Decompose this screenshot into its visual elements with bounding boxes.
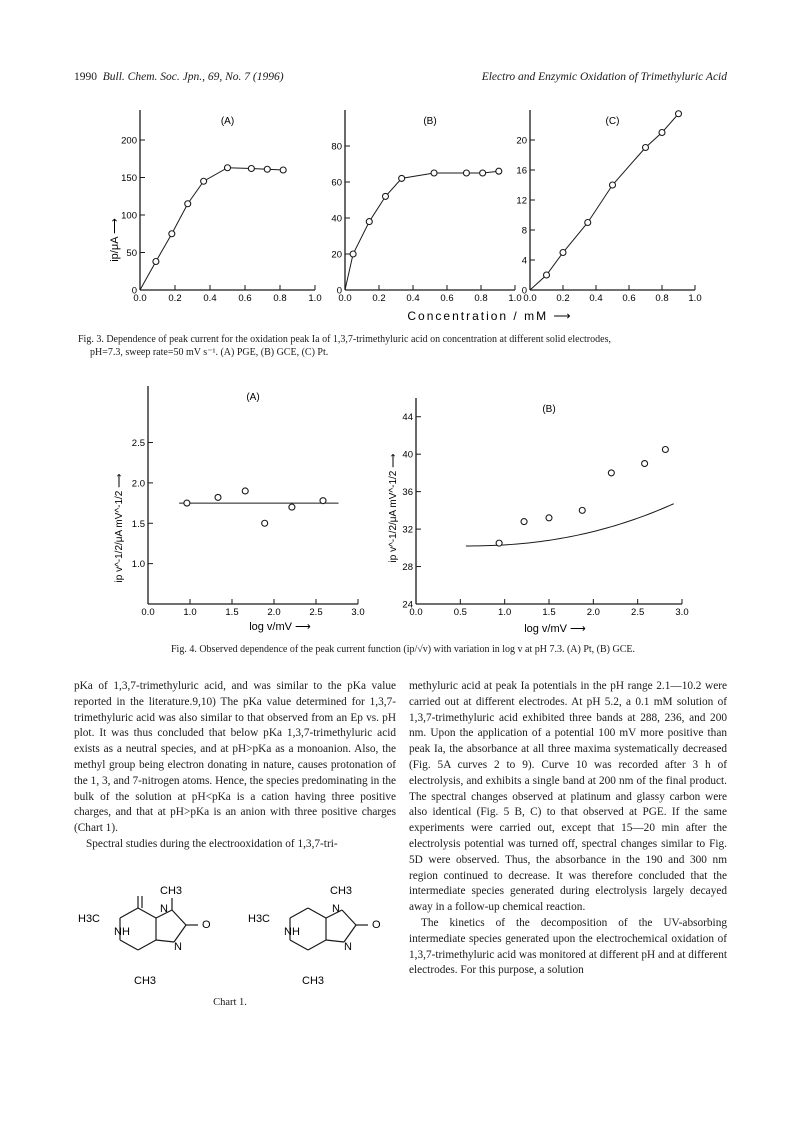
x-tick-label: 2.0 [586, 607, 600, 618]
y-tick-label: 50 [126, 248, 137, 259]
data-point [560, 250, 566, 256]
x-tick-label: 1.0 [508, 293, 522, 304]
data-point [463, 170, 469, 176]
fig3-panel-c [516, 110, 701, 304]
x-tick-label: 0.8 [655, 293, 669, 304]
data-point [184, 500, 190, 506]
trend-line [345, 171, 499, 290]
y-tick-label: 40 [402, 449, 413, 461]
x-tick-label: 3.0 [351, 607, 365, 618]
x-tick-label: 0.8 [474, 293, 488, 304]
data-point [642, 461, 648, 467]
y-tick-label: 36 [402, 487, 413, 499]
data-point [496, 540, 502, 546]
x-tick-label: 0.6 [622, 293, 636, 304]
n-label: N [332, 903, 340, 915]
y-tick-label: 8 [521, 225, 527, 237]
methyl-label: H3C [78, 913, 101, 925]
data-point [185, 201, 191, 207]
y-tick-label: 24 [402, 599, 413, 611]
journal-citation: Bull. Chem. Soc. Jpn., 69, No. 7 (1996) [102, 71, 284, 83]
x-tick-label: 0.0 [133, 293, 147, 304]
fig3-caption [78, 333, 728, 359]
y-tick-label: 80 [331, 141, 342, 153]
data-point [662, 447, 668, 453]
methyl-label: CH3 [330, 885, 353, 897]
x-tick-label: 2.5 [309, 607, 323, 618]
fig3-caption-line1: Fig. 3. Dependence of peak current for the oxidation peak Ia of 1,3,7-trimethyluric acid on concentration at different solid electrodes, [78, 334, 611, 345]
x-tick-label: 0.4 [589, 293, 603, 304]
data-point [431, 170, 437, 176]
data-point [496, 168, 502, 174]
page-header-left [74, 71, 284, 83]
y-tick-label: 16 [516, 165, 527, 177]
x-tick-label: 0.4 [203, 293, 217, 304]
o-label: O [202, 919, 211, 931]
right-paragraph-2: The kinetics of the decomposition of the UV-absorbing intermediate species generated upon the electrochemical oxidation of 1,3,7-trimethyluric acid was monitored at different pH and at different electrodes. For this purpose, a solution [409, 916, 727, 977]
data-point [201, 178, 207, 184]
methyl-label: CH3 [160, 885, 183, 897]
page-number: 1990 [74, 71, 97, 83]
y-tick-label: 150 [121, 173, 137, 184]
y-tick-label: 2.5 [131, 438, 145, 450]
panel-label: (A) [220, 116, 235, 127]
x-tick-label: 2.0 [267, 607, 281, 618]
n-label: N [344, 941, 352, 953]
fig3-panel-a [121, 110, 321, 304]
panel-label: (B) [542, 404, 556, 415]
left-column [74, 679, 396, 853]
data-point [262, 520, 268, 526]
methyl-label: H3C [248, 913, 271, 925]
left-paragraph-1: pKa of 1,3,7-trimethyluric acid, and was similar to the pKa value reported in the literature.9,10) The pKa value determined for 1,3,7-trimethyluric acid was also similar to that observed from an Ep vs. pH plot. It was thus concluded that below pKa 1,3,7-trimethyluric acid exists as a neutral species, and at pH>pKa as a monoanion. Also, the methyl group being electron donating in nature, causes protonation of the 1, 3, and 7-nitrogen atoms. Hence, the species predominating in the bulk of the solution at pH<pKa is a cation having three positive charges, and that at pH>pKa is an anion with three positive charges (Chart 1). [74, 680, 396, 835]
data-point [585, 220, 591, 226]
y-tick-label: 2.0 [131, 478, 145, 490]
x-tick-label: 0.0 [141, 607, 155, 618]
data-point [215, 494, 221, 500]
data-point [659, 130, 665, 136]
data-point [480, 170, 486, 176]
x-tick-label: 0.6 [440, 293, 454, 304]
y-tick-label: 12 [516, 195, 527, 207]
structure-cation [120, 896, 198, 950]
nh-label: NH [114, 926, 130, 938]
data-point [289, 504, 295, 510]
fig4b-x-axis-label: log v/mV ⟶ [524, 623, 586, 635]
fig4a-x-axis-label: log v/mV ⟶ [249, 621, 311, 633]
data-point [153, 259, 159, 265]
x-tick-label: 1.0 [308, 293, 322, 304]
x-tick-label: 2.5 [631, 607, 645, 618]
data-point [169, 231, 175, 237]
x-tick-label: 3.0 [675, 607, 689, 618]
structure-anion [290, 908, 368, 950]
data-point [225, 165, 231, 171]
x-tick-label: 0.6 [238, 293, 252, 304]
n-label: N [174, 941, 182, 953]
x-tick-label: 0.0 [338, 293, 352, 304]
x-tick-label: 0.2 [168, 293, 182, 304]
data-point [280, 167, 286, 173]
trend-line [530, 114, 679, 290]
x-tick-label: 0.0 [523, 293, 537, 304]
x-tick-label: 1.5 [542, 607, 556, 618]
trend-line [140, 168, 283, 290]
data-point [544, 272, 550, 278]
fig4a-y-axis-label: ip v^-1/2/μA mV^-1/2 ⟶ [114, 473, 125, 583]
y-tick-label: 44 [402, 412, 413, 424]
figure-4 [100, 378, 700, 640]
fig3-x-axis-label: Concentration / mM ⟶ [407, 309, 573, 323]
data-point [382, 193, 388, 199]
panel-label: (B) [423, 116, 437, 127]
fig4-caption: Fig. 4. Observed dependence of the peak current function (ip/√v) with variation in log v at pH 7.3. (A) Pt, (B) GCE. [171, 644, 635, 655]
y-tick-label: 32 [402, 524, 413, 536]
n-label: N [160, 903, 168, 915]
data-point [608, 470, 614, 476]
x-tick-label: 0.0 [409, 607, 423, 618]
fig3-panel-b [331, 110, 521, 304]
data-point [546, 515, 552, 521]
nh-label: NH [284, 926, 300, 938]
chart-1-structures [74, 880, 396, 1000]
right-paragraph-1: methyluric acid at peak Ia potentials in the pH range 2.1—10.2 were carried out at different electrodes. At pH 5.2, a 0.1 mM solution of 1,3,7-trimethyluric acid exhibited three bands at 288, 236, and 200 nm. Upon the application of a potential 100 mV more positive than peak Ia, the absorbance at all three maxima systematically decreased (Fig. 5A curves 2 to 9). Curve 10 was recorded after 3 h of electrolysis, and exhibits a single band at 200 nm of the final product. The spectral changes observed at platinum and glassy carbon were also identical (Fig. 5 B, C) to that observed at PGE. If the same experiments were carried out, except that 15—20 min after the electrolysis potential was turned off, spectral changes similar to Fig. 5D were observed. Thus, the absorbance in the 190 and 300 nm region continued to decrease. It was therefore concluded that the intermediate species generated during electrolysis largely decayed away in a follow-up chemical reaction. [409, 680, 727, 914]
data-point [643, 145, 649, 151]
y-tick-label: 200 [121, 135, 137, 147]
y-tick-label: 20 [331, 249, 342, 261]
y-tick-label: 0 [521, 285, 527, 297]
right-column [409, 679, 727, 979]
y-tick-label: 60 [331, 177, 342, 189]
y-tick-label: 20 [516, 135, 527, 147]
x-tick-label: 0.4 [406, 293, 420, 304]
data-point [264, 166, 270, 172]
data-point [521, 519, 527, 525]
fig3-y-axis-label: ip/μA ⟶ [109, 218, 121, 262]
y-tick-label: 1.5 [131, 518, 145, 530]
chart-1-caption: Chart 1. [213, 997, 247, 1008]
y-tick-label: 0 [336, 285, 342, 297]
data-point [350, 251, 356, 257]
methyl-label: CH3 [134, 975, 157, 987]
y-tick-label: 100 [121, 210, 137, 222]
x-tick-label: 0.2 [556, 293, 570, 304]
fig4b-y-axis-label: ip v^-1/2/μA mV^-1/2 ⟶ [388, 453, 399, 563]
fig4-panel-b [402, 398, 688, 618]
data-point [610, 182, 616, 188]
data-point [676, 111, 682, 117]
data-point [399, 175, 405, 181]
fig3-caption-line2: pH=7.3, sweep rate=50 mV s⁻¹. (A) PGE, (B) GCE, (C) Pt. [90, 347, 329, 358]
figure-3 [90, 100, 710, 332]
x-tick-label: 1.5 [225, 607, 239, 618]
data-point [579, 507, 585, 513]
y-tick-label: 28 [402, 562, 413, 574]
fig4-panel-a [132, 386, 365, 618]
panel-label: (C) [605, 116, 620, 127]
x-tick-label: 0.5 [453, 607, 467, 618]
x-tick-label: 1.0 [183, 607, 197, 618]
y-tick-label: 4 [521, 255, 527, 267]
y-tick-label: 40 [331, 213, 342, 225]
data-point [242, 488, 248, 494]
x-tick-label: 1.0 [498, 607, 512, 618]
x-tick-label: 1.0 [688, 293, 702, 304]
trend-line [466, 504, 674, 546]
left-paragraph-2: Spectral studies during the electrooxidation of 1,3,7-tri- [86, 837, 338, 850]
o-label: O [372, 919, 381, 931]
data-point [366, 219, 372, 225]
y-tick-label: 1.0 [131, 559, 145, 571]
running-title: Electro and Enzymic Oxidation of Trimethyluric Acid [481, 71, 727, 83]
data-point [248, 166, 254, 172]
x-tick-label: 0.2 [372, 293, 386, 304]
x-tick-label: 0.8 [273, 293, 287, 304]
data-point [320, 498, 326, 504]
panel-label: (A) [246, 392, 260, 403]
y-tick-label: 0 [131, 285, 137, 297]
methyl-label: CH3 [302, 975, 325, 987]
